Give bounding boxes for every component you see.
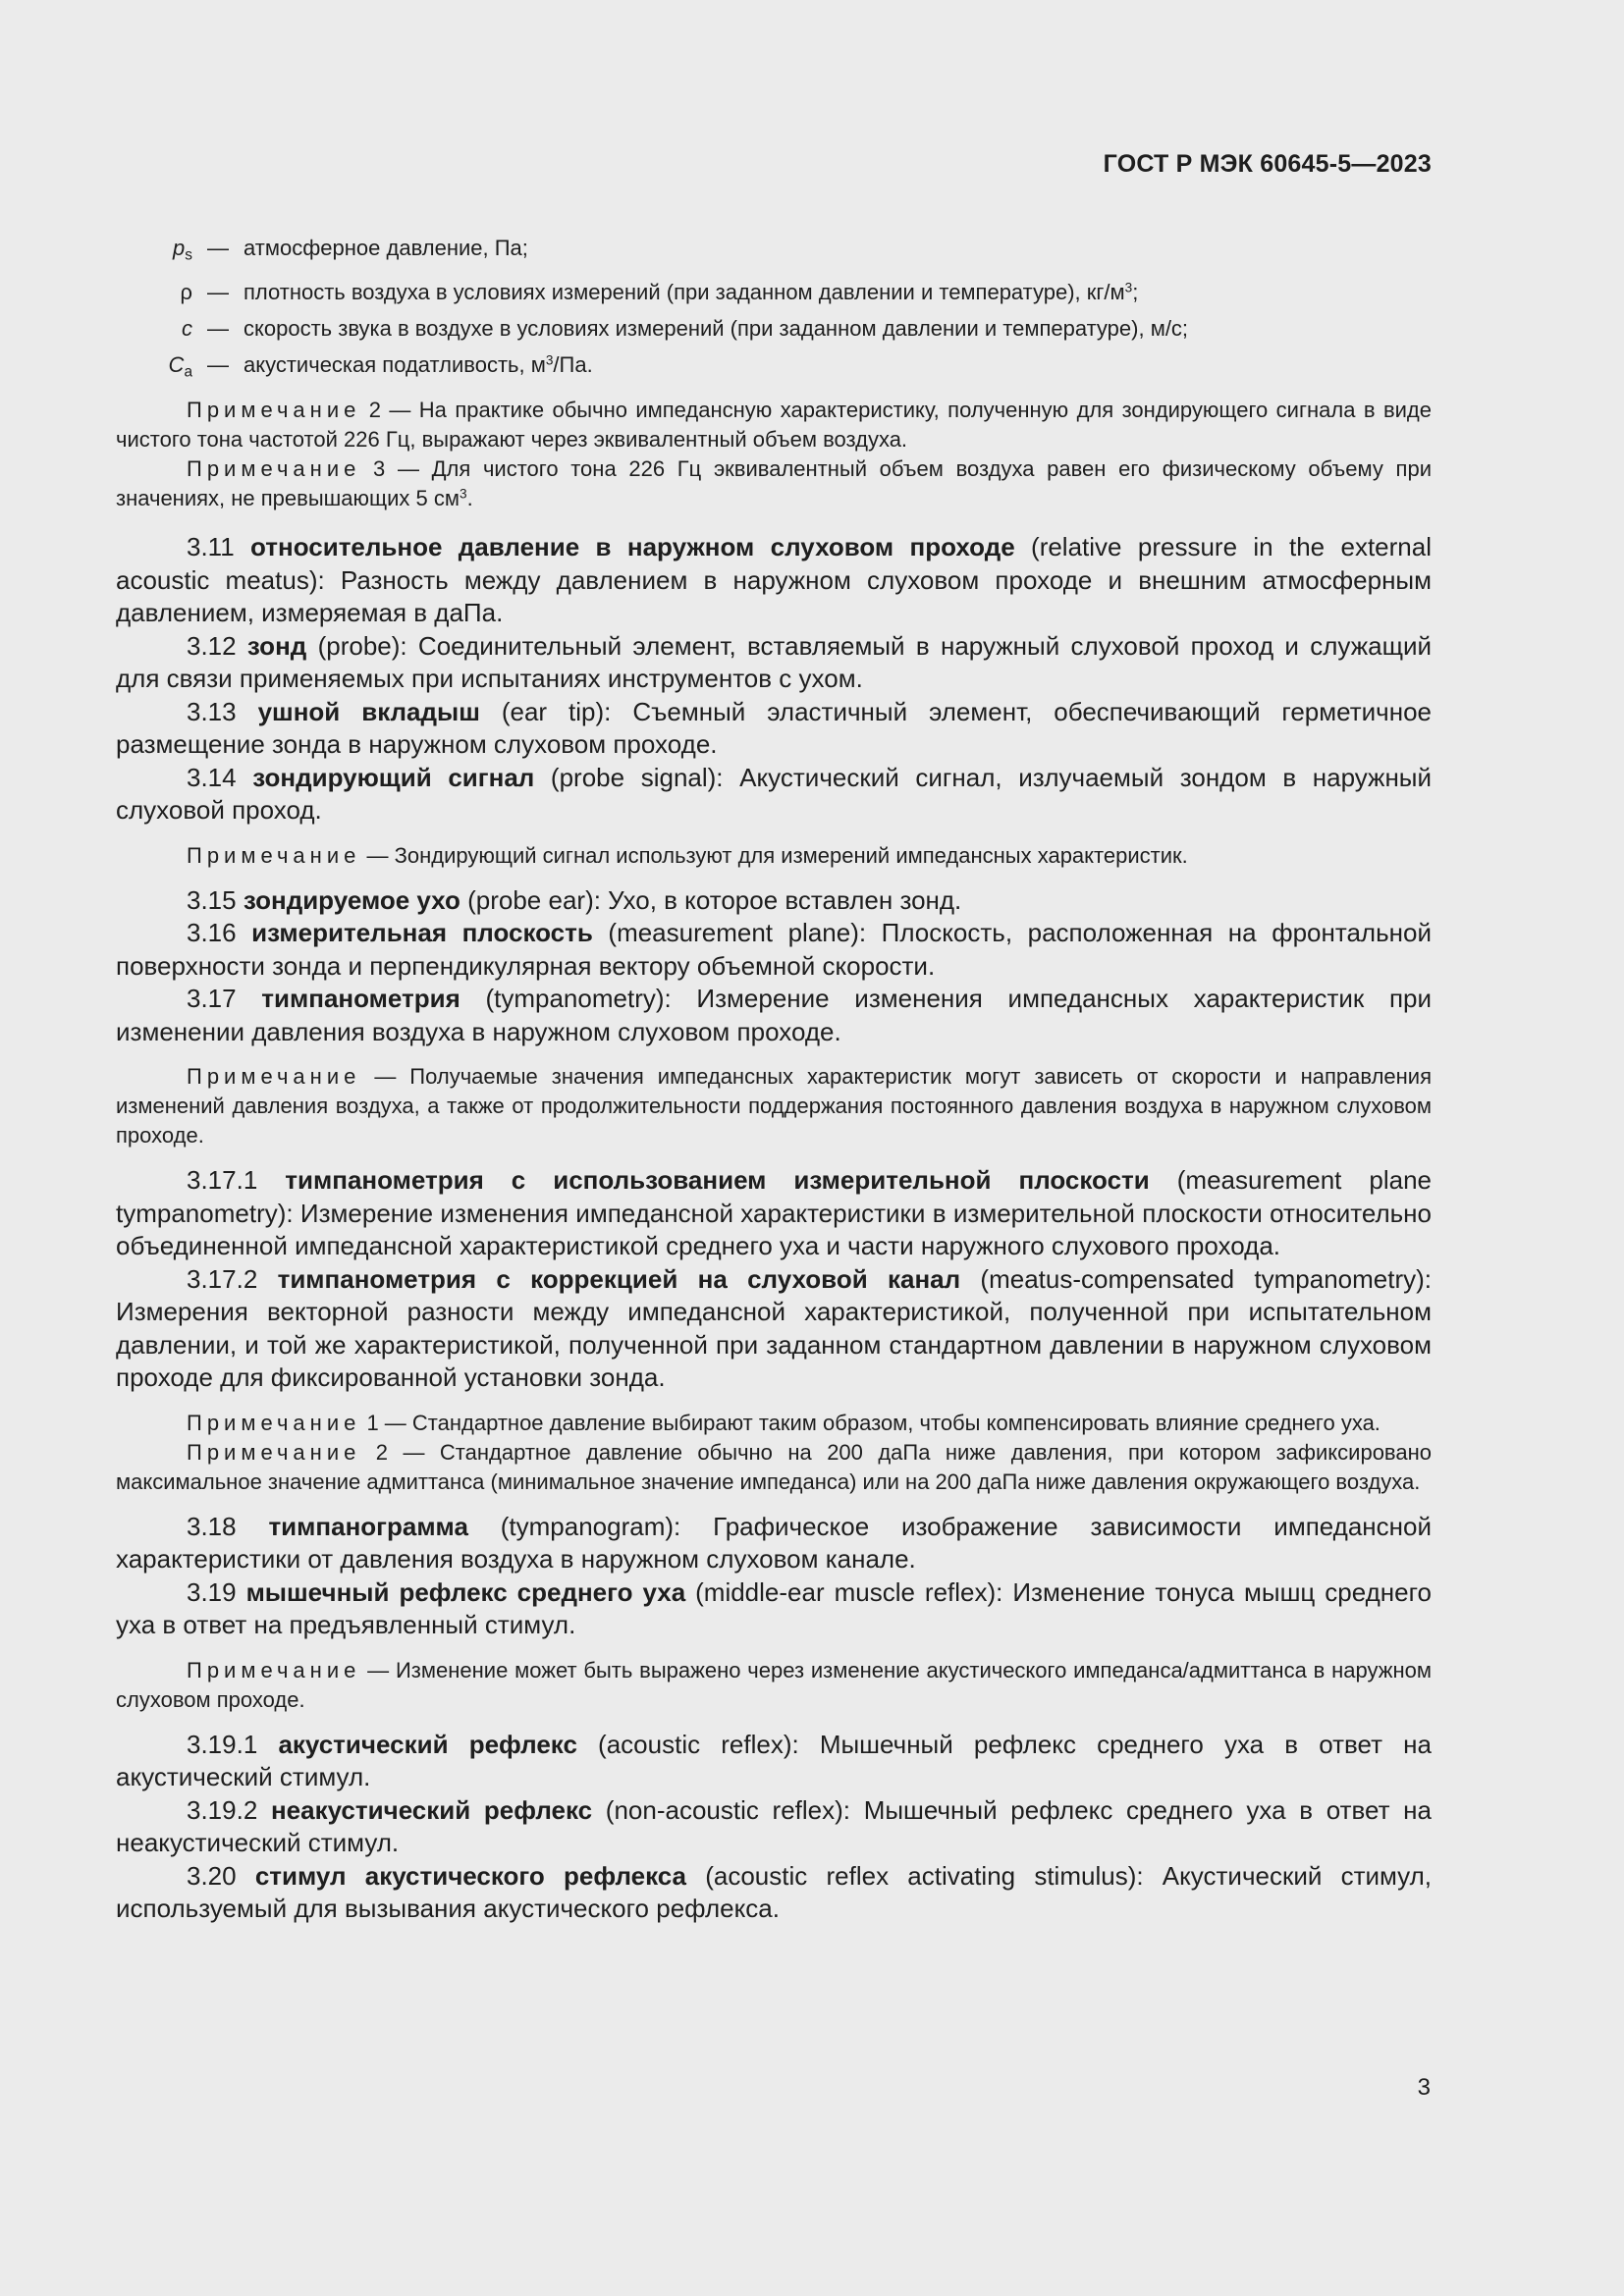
definition-3-19-1: 3.19.1 акустический рефлекс (acoustic reflex): Мышечный рефлекс среднего уха в ответ на акустический стимул. (116, 1729, 1432, 1792)
term: мышечный рефлекс среднего уха (245, 1576, 686, 1607)
definition-3-19: 3.19 мышечный рефлекс среднего уха (middle-ear muscle reflex): Изменение тонуса мышц среднего уха в ответ на предъявленный стимул. (116, 1576, 1432, 1640)
definition-3-16: 3.16 измерительная плоскость (measurement plane): Плоскость, расположенная на фронтальной поверхности зонда и перпендикулярная вектору объемной скорости. (116, 918, 1432, 981)
term: измерительная плоскость (251, 918, 593, 948)
variable-dash: — (207, 351, 229, 377)
variable-row (116, 234, 1432, 270)
term: ушной вкладыш (257, 696, 480, 726)
term: тимпанометрия (261, 984, 460, 1014)
note-label: Примечание (187, 456, 361, 482)
definition-3-11: 3.11 относительное давление в наружном слуховом проходе (relative pressure in the external acoustic meatus): Разность между давлением в наружном слуховом проходе и внешним атмосферным давлением, измеряемая в даПа. (116, 532, 1432, 628)
variable-symbol: ρ (180, 279, 192, 304)
definition-3-17-2: 3.17.2 тимпанометрия с коррекцией на слуховой канал (meatus-compensated tympanometry): Измерения векторной разности между импедансной характеристикой, полученной при испытательном давлении, и той же характеристикой, полученной при заданном стандартном давлении в наружном слуховом проходе для фиксированной установки зонда. (116, 1263, 1433, 1393)
definition-3-17-1: 3.17.1 тимпанометрия с использованием измерительной плоскости (measurement plane tympanometry): Измерение изменения импедансной характеристики в измерительной плоскости относительно объединенной импедансной характеристикой среднего уха и части наружного слухового прохода. (116, 1165, 1432, 1261)
definition-3-20: 3.20 стимул акустического рефлекса (acoustic reflex activating stimulus): Акустический стимул, используемый для вызывания акустического рефлекса. (116, 1860, 1433, 1924)
note-label: Примечание (187, 398, 361, 423)
note-paragraph: Примечание 2 — На практике обычно импедансную характеристику, полученную для зондирующего сигнала в виде чистого тона частотой 226 Гц, выражают через эквивалентный объем воздуха. (116, 398, 1432, 453)
note-paragraph: Примечание — Изменение может быть выражено через изменение акустического импеданса/адмиттанса в наружном слуховом проходе. (116, 1657, 1432, 1712)
definition-3-19-2: 3.19.2 неакустический рефлекс (non-acoustic reflex): Мышечный рефлекс среднего уха в ответ на неакустический стимул. (116, 1794, 1433, 1858)
variable-description: атмосферное давление, Па; (244, 236, 528, 260)
variable-row (116, 350, 1432, 387)
term: неакустический рефлекс (270, 1794, 593, 1825)
note-label: Примечание (187, 1657, 361, 1682)
note-label: Примечание (187, 1064, 361, 1090)
note-paragraph: Примечание — Получаемые значения импедансных характеристик могут зависеть от скорости и направления изменений давления воздуха, а также от продолжительности поддержания постоянного давления воздуха в наружном слуховом проходе. (116, 1064, 1432, 1148)
variable-description: плотность воздуха в условиях измерений (при заданном давлении и температуре), $кг/м^3$; (244, 279, 1139, 304)
term: тимпанометрия с использованием измерительной плоскости (285, 1165, 1150, 1196)
term: зондируемое ухо (243, 884, 460, 915)
term: тимпанограмма (268, 1511, 468, 1541)
term: зондирующий сигнал (252, 762, 535, 792)
document-header: ГОСТ Р МЭК 60645-5—2023 (1103, 150, 1432, 178)
definition-3-14: 3.14 зондирующий сигнал (probe signal): Акустический сигнал, излучаемый зондом в наружный слуховой проход. (116, 762, 1433, 826)
term: относительное давление в наружном слуховом проходе (250, 532, 1015, 562)
variable-symbol: $C_a$ (168, 351, 192, 381)
variable-row (116, 278, 1432, 306)
note-paragraph: Примечание — Зондирующий сигнал используют для измерений импедансных характеристик. (187, 842, 1188, 868)
page-content (116, 234, 1432, 1926)
variable-description: скорость звука в воздухе в условиях измерений (при заданном давлении и температуре), м/с; (244, 315, 1189, 341)
term: тимпанометрия с коррекцией на слуховой канал (277, 1263, 961, 1294)
note-label: Примечание (187, 842, 361, 868)
variable-description: акустическая податливость, $м^3/Па$. (244, 351, 593, 377)
definition-3-15: 3.15 зондируемое ухо (probe ear): Ухо, в которое вставлен зонд. (187, 884, 962, 915)
term: зонд (246, 630, 307, 661)
variable-dash: — (207, 315, 229, 341)
definition-3-13: 3.13 ушной вкладыш (ear tip): Съемный эластичный элемент, обеспечивающий герметичное размещение зонда в наружном слуховом проходе. (116, 696, 1432, 760)
variable-symbol: $p_s$ (173, 236, 192, 264)
variable-dash: — (207, 279, 229, 304)
page-number: 3 (1417, 2074, 1431, 2101)
term: акустический рефлекс (278, 1729, 577, 1759)
note-paragraph: Примечание 1 — Стандартное давление выбирают таким образом, чтобы компенсировать влияние среднего уха. (187, 1410, 1380, 1435)
variable-row (116, 314, 1432, 343)
term: стимул акустического рефлекса (254, 1860, 687, 1891)
note-label: Примечание (187, 1410, 361, 1435)
note-label: Примечание (187, 1439, 361, 1465)
note-paragraph: Примечание 3 — Для чистого тона 226 Гц эквивалентный объем воздуха равен его физическому объему при значениях, не превышающих 5 $см^3$. (116, 456, 1432, 511)
variable-symbol: c (182, 315, 192, 341)
definition-3-12: 3.12 зонд (probe): Соединительный элемент, вставляемый в наружный слуховой проход и служащий для связи применяемых при испытаниях инструментов с ухом. (116, 630, 1433, 694)
definition-3-18: 3.18 тимпанограмма (tympanogram): Графическое изображение зависимости импедансной характеристики от давления воздуха в наружном слуховом канале. (116, 1511, 1432, 1575)
variable-dash: — (207, 236, 229, 260)
note-paragraph: Примечание 2 — Стандартное давление обычно на 200 даПа ниже давления, при котором зафиксировано максимальное значение адмиттанса (минимальное значение импеданса) или на 200 даПа ниже давления окружающего воздуха. (116, 1439, 1432, 1494)
definition-3-17: 3.17 тимпанометрия (tympanometry): Измерение изменения импедансных характеристик при изменении давления воздуха в наружном слуховом проходе. (116, 984, 1433, 1046)
